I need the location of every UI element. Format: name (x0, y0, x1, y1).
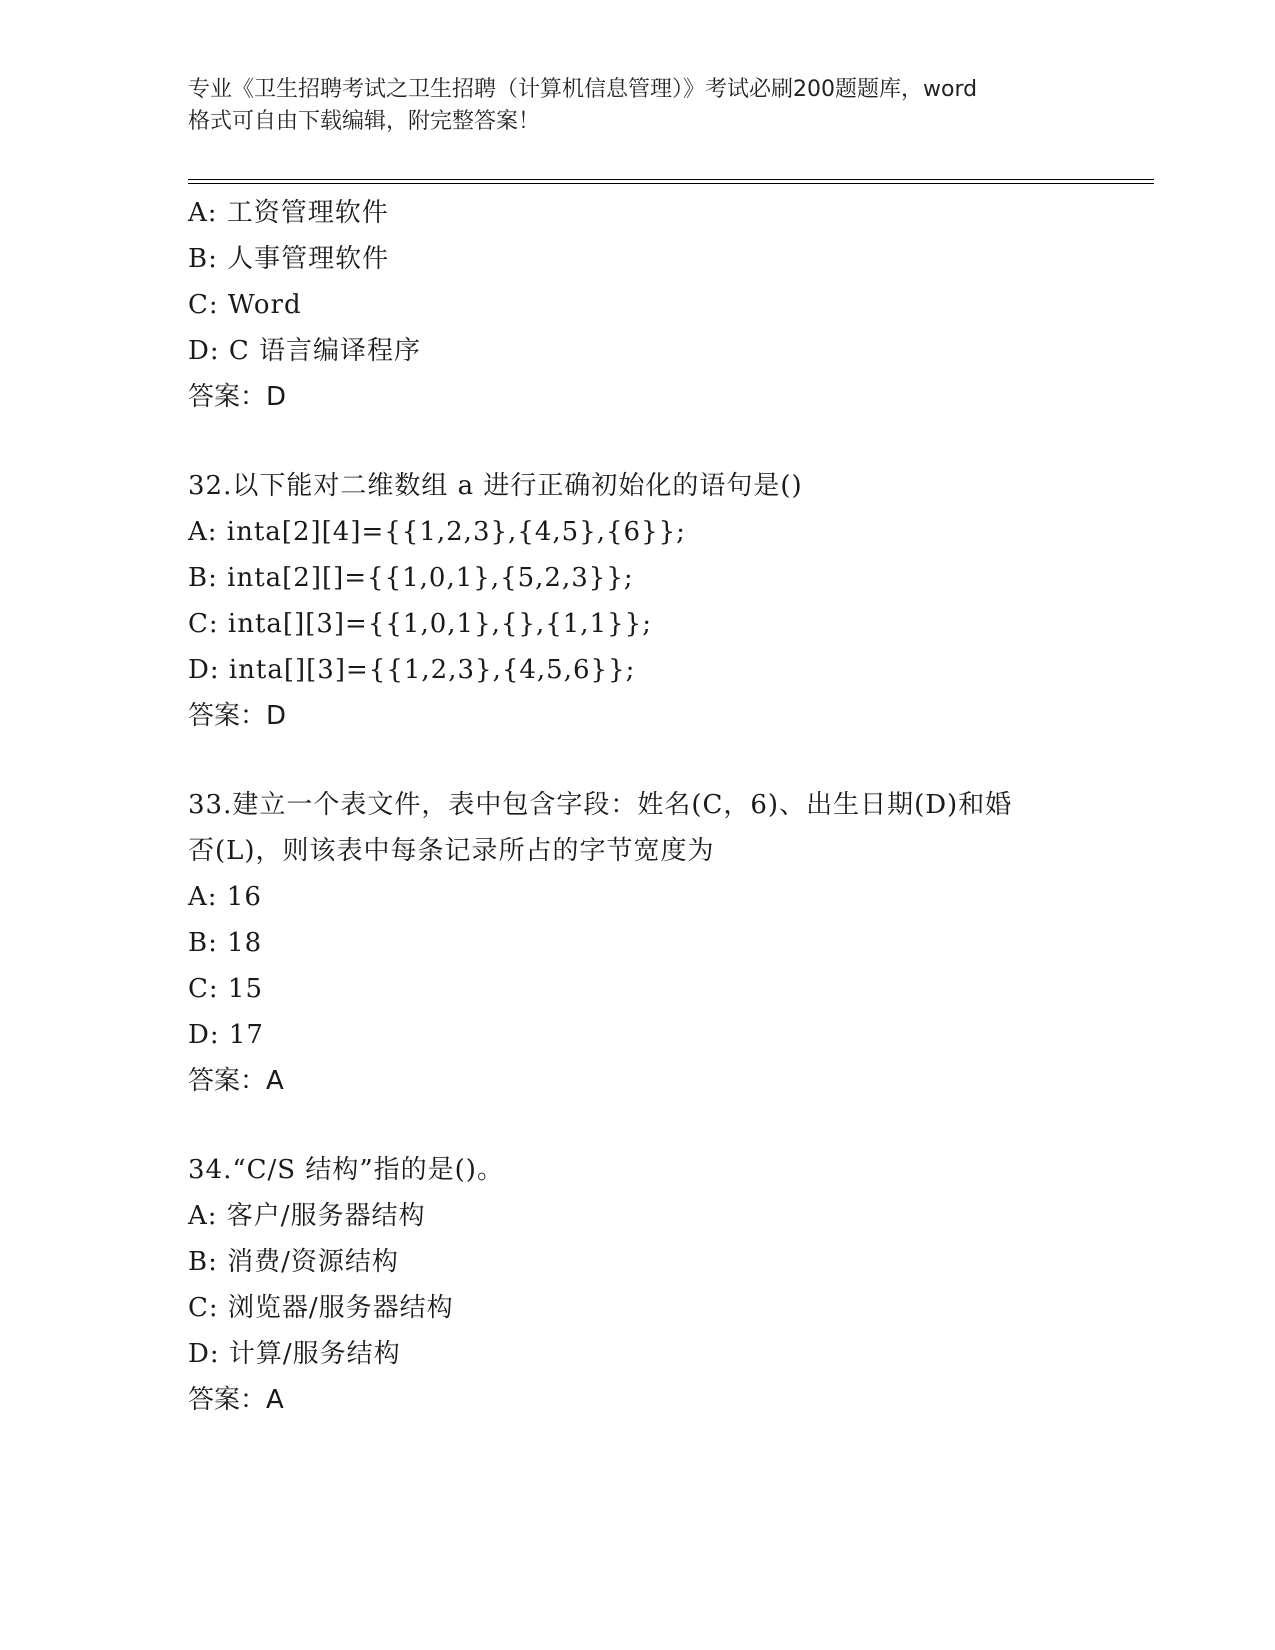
option-c: C: 15 (188, 974, 264, 1004)
document-header (188, 74, 1088, 138)
option-b: B: 人事管理软件 (188, 244, 390, 274)
document-body (188, 190, 1088, 1423)
option-a: A: 工资管理软件 (188, 198, 389, 228)
header-rule-top (188, 179, 1154, 180)
answer-line: 答案：A (188, 1385, 284, 1415)
question-partial (188, 190, 1088, 420)
question-stem: 32.以下能对二维数组 a 进行正确初始化的语句是() (188, 471, 803, 501)
header-line-1: 专业《卫生招聘考试之卫生招聘（计算机信息管理）》考试必刷200题题库，word (188, 77, 978, 102)
question-stem: 34.“C/S 结构”指的是()。 (188, 1155, 504, 1185)
option-b: B: 18 (188, 928, 263, 958)
header-rule-bottom (188, 183, 1154, 184)
question-stem-cont: 否(L)，则该表中每条记录所占的字节宽度为 (188, 836, 715, 866)
option-c: C: inta[][3]={{1,0,1},{},{1,1}}; (188, 609, 652, 639)
option-b: B: inta[2][]={{1,0,1},{5,2,3}}; (188, 563, 634, 593)
option-d: D: C 语言编译程序 (188, 336, 422, 366)
option-a: A: inta[2][4]={{1,2,3},{4,5},{6}}; (188, 517, 686, 547)
option-a: A: 16 (188, 882, 262, 912)
option-c: C: 浏览器/服务器结构 (188, 1293, 454, 1323)
question-33 (188, 782, 1088, 1104)
question-stem: 33.建立一个表文件，表中包含字段：姓名(C，6)、出生日期(D)和婚 (188, 790, 1013, 820)
option-d: D: 17 (188, 1020, 264, 1050)
answer-line: 答案：D (188, 701, 287, 731)
question-32 (188, 463, 1088, 739)
answer-line: 答案：D (188, 382, 287, 412)
option-b: B: 消费/资源结构 (188, 1247, 399, 1277)
option-d: D: 计算/服务结构 (188, 1339, 401, 1369)
option-d: D: inta[][3]={{1,2,3},{4,5,6}}; (188, 655, 636, 685)
option-a: A: 客户/服务器结构 (188, 1201, 426, 1231)
option-c: C: Word (188, 290, 302, 320)
answer-line: 答案：A (188, 1066, 284, 1096)
question-34 (188, 1147, 1088, 1423)
header-line-2: 格式可自由下载编辑，附完整答案！ (188, 109, 541, 134)
